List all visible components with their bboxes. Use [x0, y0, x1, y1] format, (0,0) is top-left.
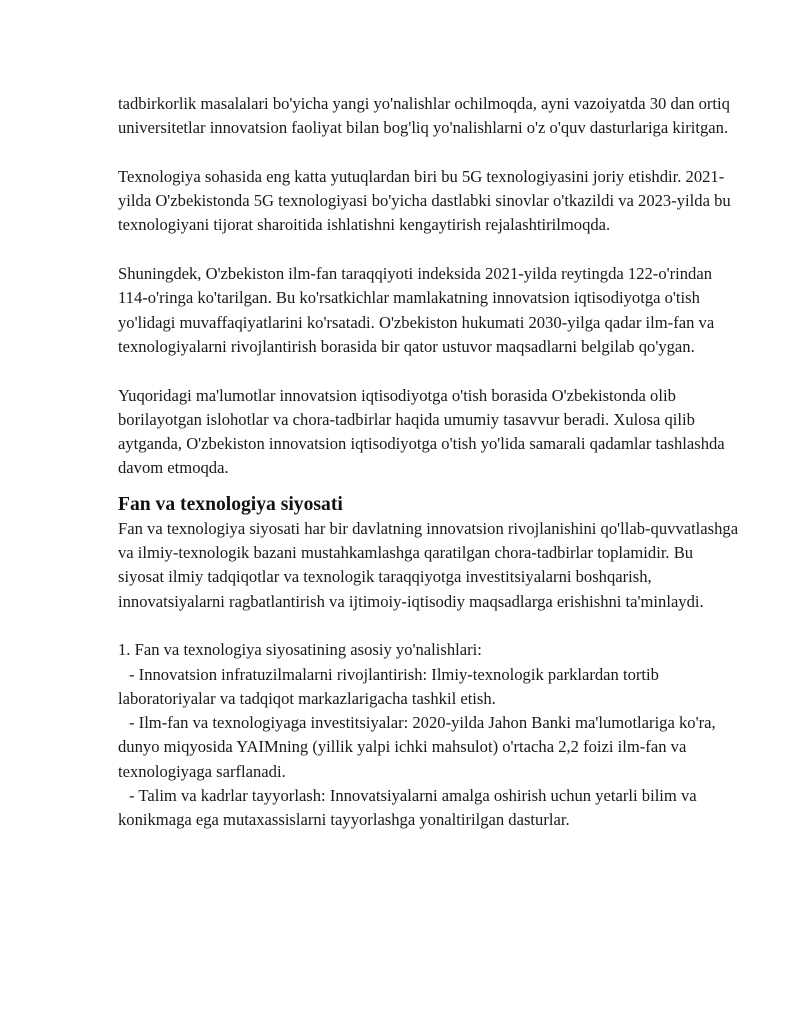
list-item-text: - Talim va kadrlar tayyorlash: Innovatsiyalarni amalga oshirish uchun yetarli bilim va konikmaga ega mutaxassislarni tayyorlashga yonaltirilgan dasturlar. [118, 786, 697, 830]
paragraph-science-index: Shuningdek, O'zbekiston ilm-fan taraqqiyoti indeksida 2021-yilda reytingda 122-o'rindan 114-o'ringa ko'tarilgan. Bu ko'rsatkichlar mamlakatning innovatsion iqtisodiyotga o'tish yo'lidagi muvaffaqiyatlarini ko'rsatadi. O'zbekiston hukumati 2030-yilga qadar ilm-fan va texnologiyalarni rivojlantirish borasida bir qator ustuvor maqsadlarni belgilab qo'ygan. [118, 264, 715, 356]
list-item-text: - Ilm-fan va texnologiyaga investitsiyalar: 2020-yilda Jahon Banki ma'lumotlariga ko'ra, dunyo miqyosida YAIMning (yillik yalpi ichki mahsulot) o'rtacha 2,2 foizi ilm-fan va texnologiyaga sarflanadi. [118, 713, 716, 781]
list-item [118, 663, 740, 712]
paragraph-conclusion: Yuqoridagi ma'lumotlar innovatsion iqtisodiyotga o'tish borasida O'zbekistonda olib borilayotgan islohotlar va chora-tadbirlar haqida umumiy tasavvur beradi. Xulosa qilib aytganda, O'zbekiston innovatsion iqtisodiyotga o'tish yo'lida samarali qadamlar tashlashda davom etmoqda. [118, 385, 725, 478]
list-item-text: - Innovatsion infratuzilmalarni rivojlantirish: Ilmiy-texnologik parklardan tortib laboratoriyalar va tadqiqot markazlarigacha tashkil etish. [118, 664, 659, 708]
section-heading: Fan va texnologiya siyosati [118, 493, 343, 515]
list-item [118, 784, 740, 833]
paragraph-5g-technology: Texnologiya sohasida eng katta yutuqlardan biri bu 5G texnologiyasini joriy etishdir. 2021-yilda O'zbekistonda 5G texnologiyasi bo'yicha dastlabki sinovlar o'tkazildi va 2023-yilda bu texnologiyani tijorat sharoitida ishlatishni kengaytirish rejalashtirilmoqda. [118, 166, 731, 235]
list-item [118, 711, 740, 784]
list-title: 1. Fan va texnologiya siyosatining asosiy yo'nalishlari: [118, 640, 482, 660]
document-page [118, 92, 740, 833]
section-intro-paragraph: Fan va texnologiya siyosati har bir davlatning innovatsion rivojlanishini qo'llab-quvvatlashga va ilmiy-texnologik bazani mustahkamlashga qaratilgan chora-tadbirlar toplamidir. Bu siyosat ilmiy tadqiqotlar va texnologik taraqqiyotga investitsiyalarni boshqarish, innovatsiyalarni ragbatlantirish va ijtimoiy-iqtisodiy maqsadlarga erishishni ta'minlaydi. [118, 518, 739, 611]
paragraph-universities: tadbirkorlik masalalari bo'yicha yangi yo'nalishlar ochilmoqda, ayni vazoiyatda 30 dan ortiq universitetlar innovatsion faoliyat bilan bog'liq yo'nalishlarni o'z o'quv dasturlariga kiritgan. [118, 94, 730, 138]
